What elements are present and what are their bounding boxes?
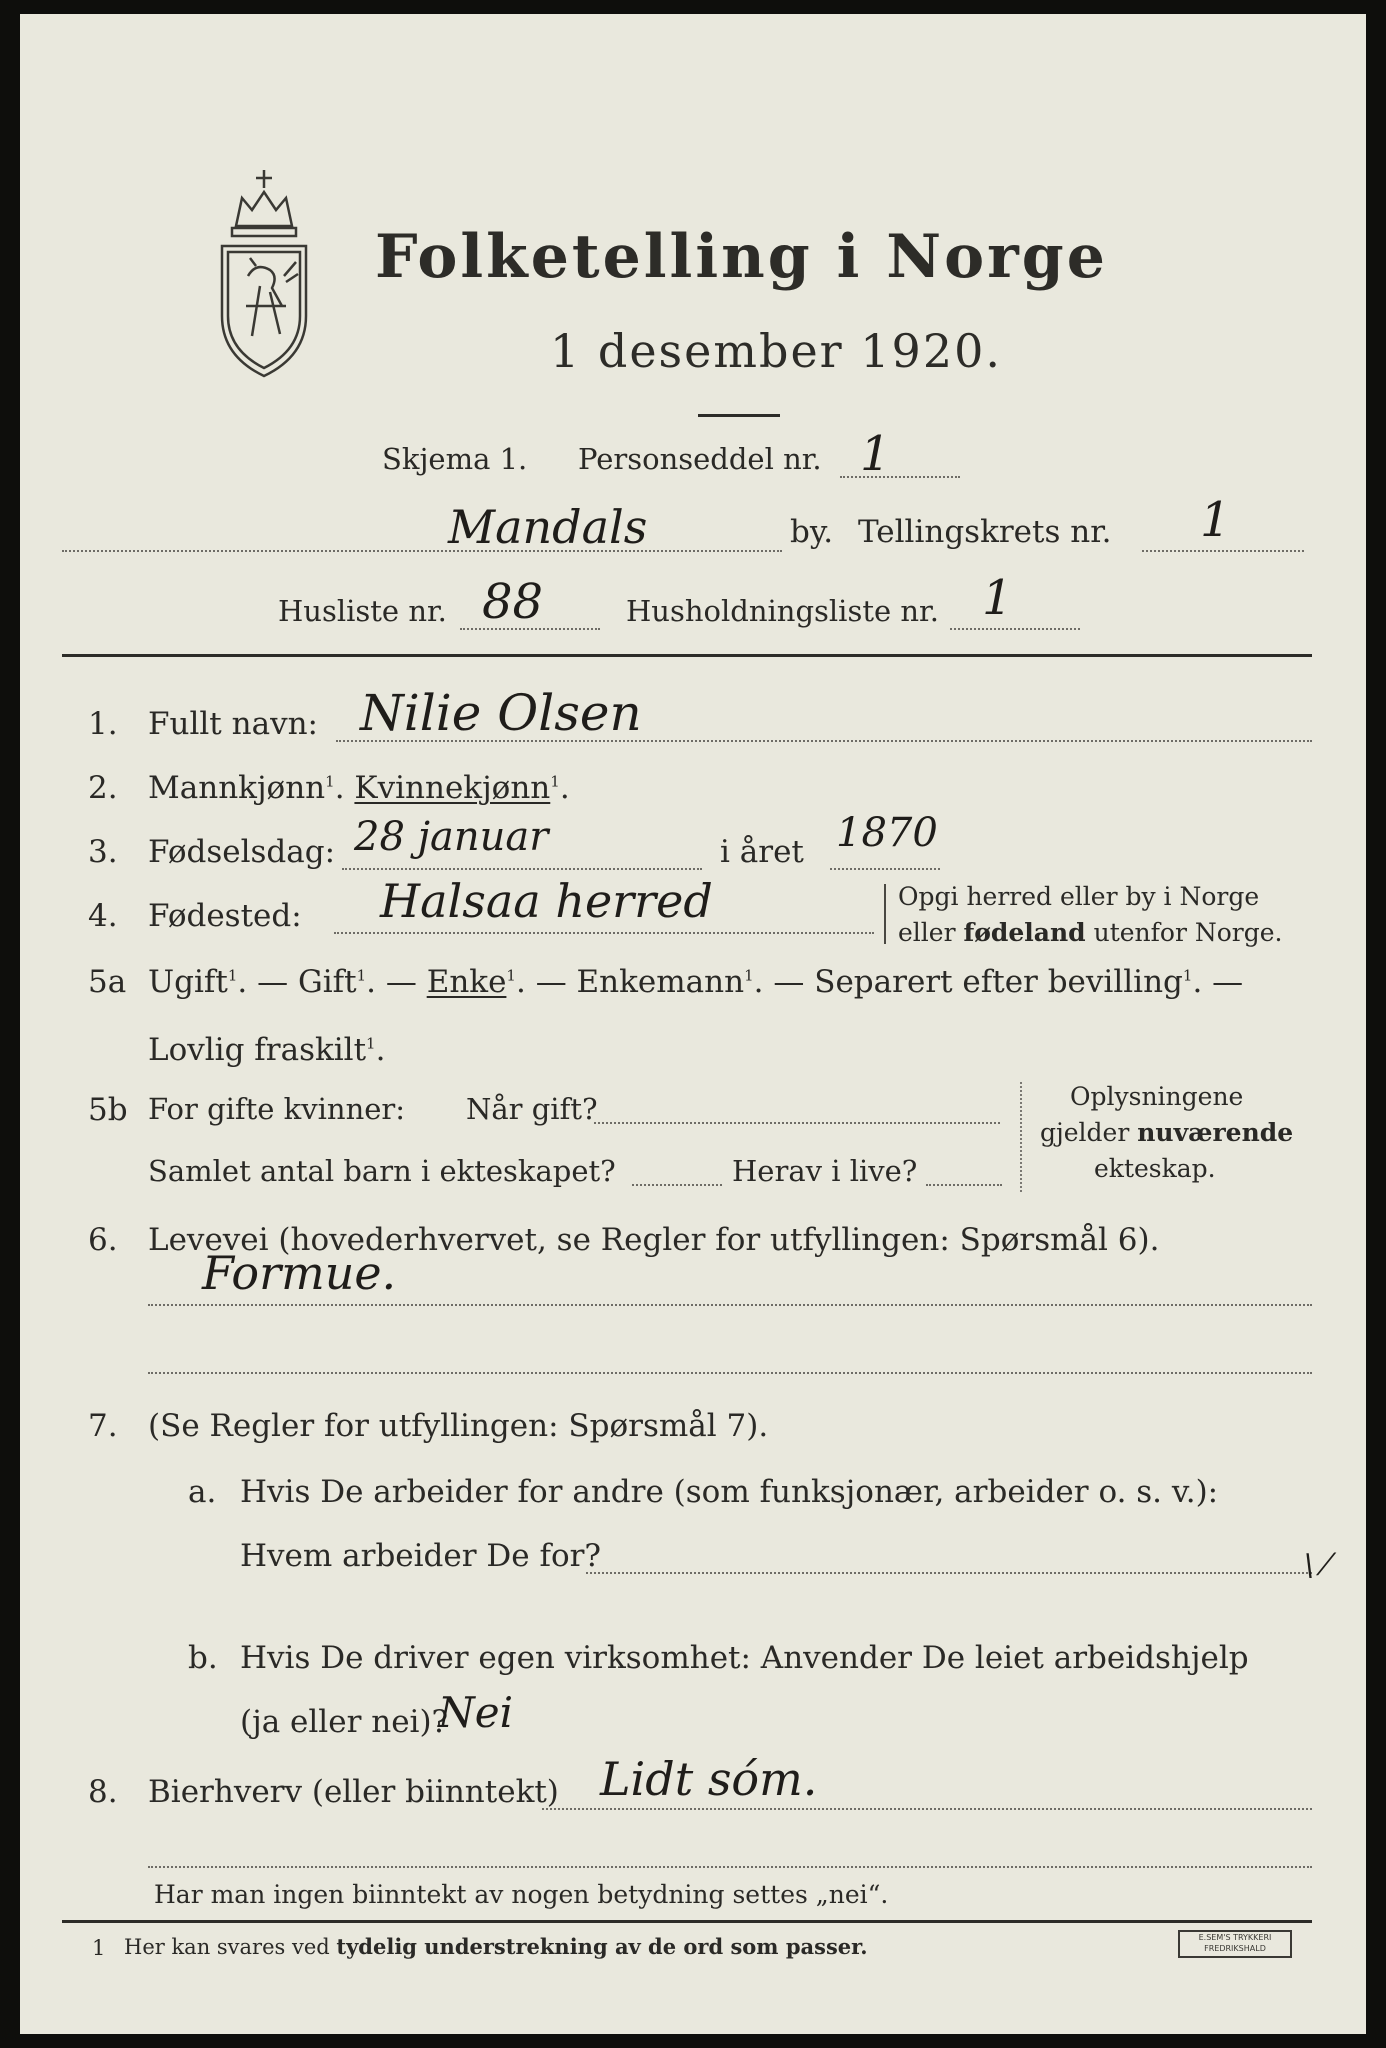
footer-rule xyxy=(62,1920,1312,1923)
q5b-number: 5b xyxy=(88,1092,128,1128)
q4-note-line1: Opgi herred eller by i Norge xyxy=(898,882,1260,911)
husholdning-field-line xyxy=(950,628,1080,630)
option-lovlig-fraskilt[interactable]: Lovlig fraskilt$^1$. xyxy=(148,1032,386,1068)
census-form-sheet xyxy=(20,14,1366,2034)
q7b-letter: b. xyxy=(188,1640,218,1676)
by-label: by. xyxy=(790,514,834,550)
q7-label: (Se Regler for utfyllingen: Spørsmål 7). xyxy=(148,1408,769,1444)
birthplace-value[interactable]: Halsaa herred xyxy=(380,874,713,928)
herav-field-line[interactable] xyxy=(926,1184,1002,1186)
hired-help-value[interactable]: Nei xyxy=(438,1688,514,1737)
personseddel-value[interactable]: 1 xyxy=(860,426,891,482)
city-value[interactable]: Mandals xyxy=(448,500,648,554)
option-kvinnekjonn[interactable]: Kvinnekjønn xyxy=(354,770,551,806)
q3-label: Fødselsdag: xyxy=(148,834,336,870)
q3-number: 3. xyxy=(88,834,118,870)
full-name-value[interactable]: Nilie Olsen xyxy=(360,684,642,742)
form-title: Folketelling i Norge xyxy=(375,222,1108,292)
q5b-note-line3: ekteskap. xyxy=(1094,1154,1216,1183)
footnote-number: 1 xyxy=(92,1936,106,1960)
q7-number: 7. xyxy=(88,1408,118,1444)
option-mannkjonn[interactable]: Mannkjønn xyxy=(148,770,326,806)
census-date: 1 desember 1920. xyxy=(550,324,1002,378)
q7a-text: Hvis De arbeider for andre (som funksjonær, arbeider o. s. v.): xyxy=(240,1474,1219,1510)
q6-label: Levevei (hovederhvervet, se Regler for utfyllingen: Spørsmål 6). xyxy=(148,1222,1160,1258)
q4-note-line2: eller fødeland utenfor Norge. xyxy=(898,918,1283,947)
husholdning-value[interactable]: 1 xyxy=(982,570,1013,626)
option-enke[interactable]: Enke xyxy=(426,964,507,1000)
tellingskrets-label: Tellingskrets nr. xyxy=(858,514,1112,550)
q5a-number: 5a xyxy=(88,964,127,1000)
q2-sex-options: Mannkjønn$^1$. Kvinnekjønn$^1$. xyxy=(148,770,570,806)
q8-field-line-1 xyxy=(542,1808,1312,1810)
q1-number: 1. xyxy=(88,706,118,742)
biinntekt-note: Har man ingen biinntekt av nogen betydning settes „nei“. xyxy=(154,1880,889,1909)
q5a-marital-options: Ugift$^1$. — Gift$^1$. — Enke$^1$. — Enkemann$^1$. — Separert efter bevilling$^1$. — xyxy=(148,964,1244,1000)
q4-number: 4. xyxy=(88,898,118,934)
samlet-antal-label: Samlet antal barn i ekteskapet? xyxy=(148,1154,616,1188)
q6-field-line-2[interactable] xyxy=(148,1372,1312,1374)
q4-field-line xyxy=(334,932,874,934)
option-separert[interactable]: Separert efter bevilling xyxy=(814,964,1183,1000)
q4-label: Fødested: xyxy=(148,898,302,934)
personseddel-field-line xyxy=(840,476,960,478)
husliste-label: Husliste nr. xyxy=(278,594,447,628)
personseddel-label: Personseddel nr. xyxy=(578,442,822,476)
option-gift[interactable]: Gift xyxy=(297,964,357,1000)
norway-coat-of-arms-icon xyxy=(212,166,316,380)
header-rule xyxy=(62,654,1312,657)
title-divider xyxy=(698,414,780,417)
q3-year-field-line xyxy=(830,868,940,870)
q8-number: 8. xyxy=(88,1774,118,1810)
q6-number: 6. xyxy=(88,1222,118,1258)
q3-date-field-line xyxy=(342,868,702,870)
option-enkemann[interactable]: Enkemann xyxy=(576,964,745,1000)
naar-gift-field-line[interactable] xyxy=(594,1122,1000,1124)
q5b-label: For gifte kvinner: xyxy=(148,1092,406,1126)
q7b-text: Hvis De driver egen virksomhet: Anvender De leiet arbeidshjelp xyxy=(240,1640,1249,1676)
q7b-question: (ja eller nei)? xyxy=(240,1704,449,1740)
q7a-field-line[interactable] xyxy=(586,1572,1312,1574)
tellingskrets-field-line xyxy=(1142,550,1304,552)
birth-date-value[interactable]: 28 januar xyxy=(354,814,549,860)
q8-field-line-2[interactable] xyxy=(148,1866,1312,1868)
husholdning-label: Husholdningsliste nr. xyxy=(626,594,939,628)
side-income-value[interactable]: Lidt sóm. xyxy=(600,1752,818,1806)
city-field-line xyxy=(62,550,782,552)
year-label: i året xyxy=(720,834,804,870)
footnote-text: Her kan svares ved tydelig understrekning av de ord som passer. xyxy=(124,1934,868,1959)
samlet-antal-field-line[interactable] xyxy=(632,1184,722,1186)
q7a-question: Hvem arbeider De for? xyxy=(240,1538,602,1574)
q5b-note-line1: Oplysningene xyxy=(1070,1082,1244,1111)
q7a-letter: a. xyxy=(188,1474,217,1510)
q5b-note-separator xyxy=(1020,1082,1022,1192)
q8-label: Bierhverv (eller biinntekt) xyxy=(148,1774,559,1810)
naar-gift-label: Når gift? xyxy=(466,1092,598,1126)
tellingskrets-value[interactable]: 1 xyxy=(1200,492,1231,548)
q2-number: 2. xyxy=(88,770,118,806)
margin-mark-icon: \ ⁄ xyxy=(1304,1548,1329,1583)
husliste-value[interactable]: 88 xyxy=(482,574,544,630)
birth-year-value[interactable]: 1870 xyxy=(836,810,938,856)
herav-label: Herav i live? xyxy=(732,1154,918,1188)
q6-field-line-1 xyxy=(148,1304,1312,1306)
occupation-value[interactable]: Formue. xyxy=(202,1246,397,1300)
q4-note-brace xyxy=(884,884,886,944)
q5b-note-line2: gjelder nuværende xyxy=(1040,1118,1294,1147)
q1-label: Fullt navn: xyxy=(148,706,318,742)
skjema-label: Skjema 1. xyxy=(382,442,528,476)
printer-stamp: E.SEM'S TRYKKERI FREDRIKSHALD xyxy=(1178,1930,1292,1958)
option-ugift[interactable]: Ugift xyxy=(148,964,228,1000)
